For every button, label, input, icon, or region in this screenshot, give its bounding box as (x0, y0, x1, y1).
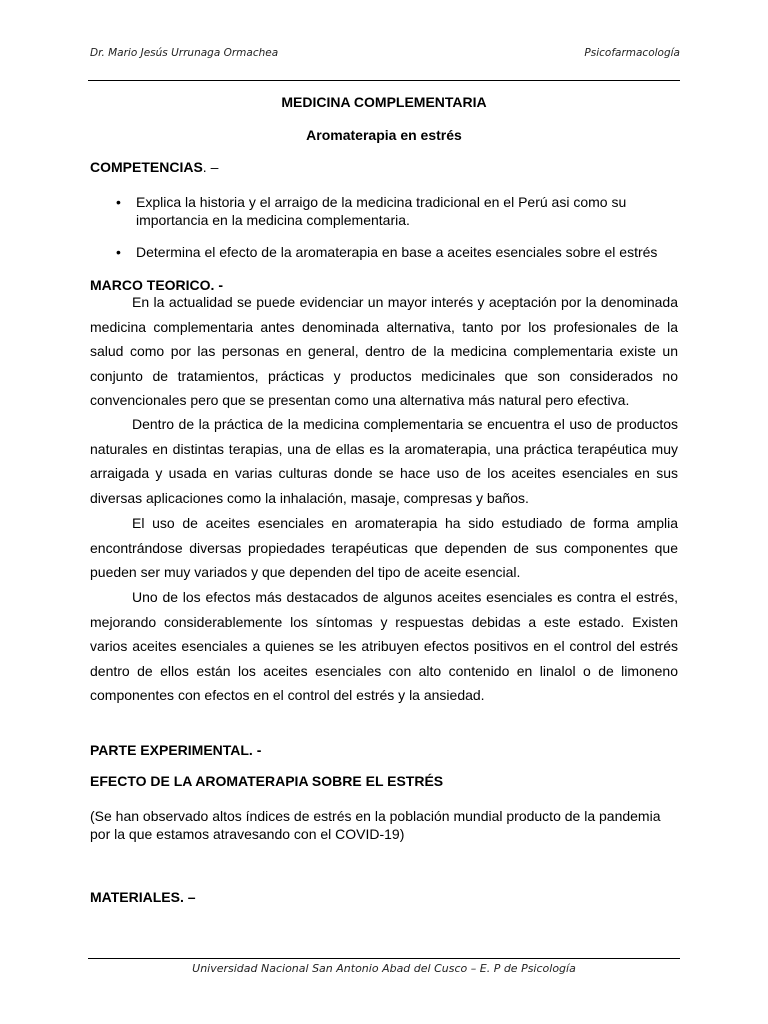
competencias-heading-suffix: . – (202, 159, 219, 175)
page-footer: Universidad Nacional San Antonio Abad del Cusco – E. P de Psicología (192, 962, 576, 975)
competencia-text: Explica la historia y el arraigo de la medicina tradicional en el Perú asi como su importancia en la medicina complementaria. (136, 194, 627, 228)
marco-paragraph-4: Uno de los efectos más destacados de algunos aceites esenciales es contra el estrés, mejorando considerablemente los síntomas y respuestas debidas a este estado. Existen varios aceites esenciales a quienes se les atribuyen efectos positivos en el control del estrés dentro de ellos están los aceites esenciales con alto contenido en linalol o de limoneno componentes con efectos en el control del estrés y la ansiedad. (90, 589, 678, 703)
marco-paragraph-2: Dentro de la práctica de la medicina complementaria se encuentra el uso de productos naturales en distintas terapias, una de ellas es la aromaterapia, una práctica terapéutica muy arraigada y usada en varias culturas donde se hace uso de los aceites esenciales en sus diversas aplicaciones como la inhalación, masaje, compresas y baños. (90, 416, 678, 506)
page-header (90, 47, 680, 67)
competencia-text: Determina el efecto de la aromaterapia en base a aceites esenciales sobre el estrés (136, 244, 658, 260)
experimental-subheading: EFECTO DE LA AROMATERAPIA SOBRE EL ESTRÉS (90, 773, 444, 789)
marco-paragraph-3: El uso de aceites esenciales en aromaterapia ha sido estudiado de forma amplia encontrándose diversas propiedades terapéuticas que dependen de sus componentes que pueden ser muy variados y que dependen del tipo de aceite esencial. (90, 515, 678, 580)
competencias-heading (90, 159, 218, 175)
bullet-icon: • (116, 194, 121, 210)
footer-divider (88, 958, 680, 959)
materiales-heading: MATERIALES. – (90, 889, 196, 905)
marco-paragraph-1: En la actualidad se puede evidenciar un mayor interés y aceptación por la denominada medicina complementaria antes denominada alternativa, tanto por los profesionales de la salud como por las personas en general, dentro de la medicina complementaria existe un conjunto de tratamientos, prácticas y productos medicinales que son considerados no convencionales pero que se presentan como una alternativa más natural pero efectiva. (90, 294, 678, 408)
experimental-note: (Se han observado altos índices de estrés en la población mundial producto de la pandemia por la que estamos atravesando con el COVID-19) (90, 808, 661, 842)
bullet-icon: • (116, 244, 121, 260)
competencias-list-first (90, 193, 680, 229)
header-author: Dr. Mario Jesús Urrunaga Ormachea (90, 47, 279, 59)
document-title: MEDICINA COMPLEMENTARIA (281, 94, 487, 110)
list-item (90, 243, 680, 261)
header-course: Psicofarmacología (584, 47, 680, 59)
marco-heading: MARCO TEORICO. - (90, 277, 223, 293)
list-item (90, 193, 680, 229)
experimental-heading: PARTE EXPERIMENTAL. - (90, 742, 262, 758)
competencias-heading-text: COMPETENCIAS (90, 159, 203, 175)
header-divider (88, 80, 680, 81)
document-subtitle: Aromaterapia en estrés (306, 127, 462, 143)
competencias-list-second (90, 243, 680, 261)
